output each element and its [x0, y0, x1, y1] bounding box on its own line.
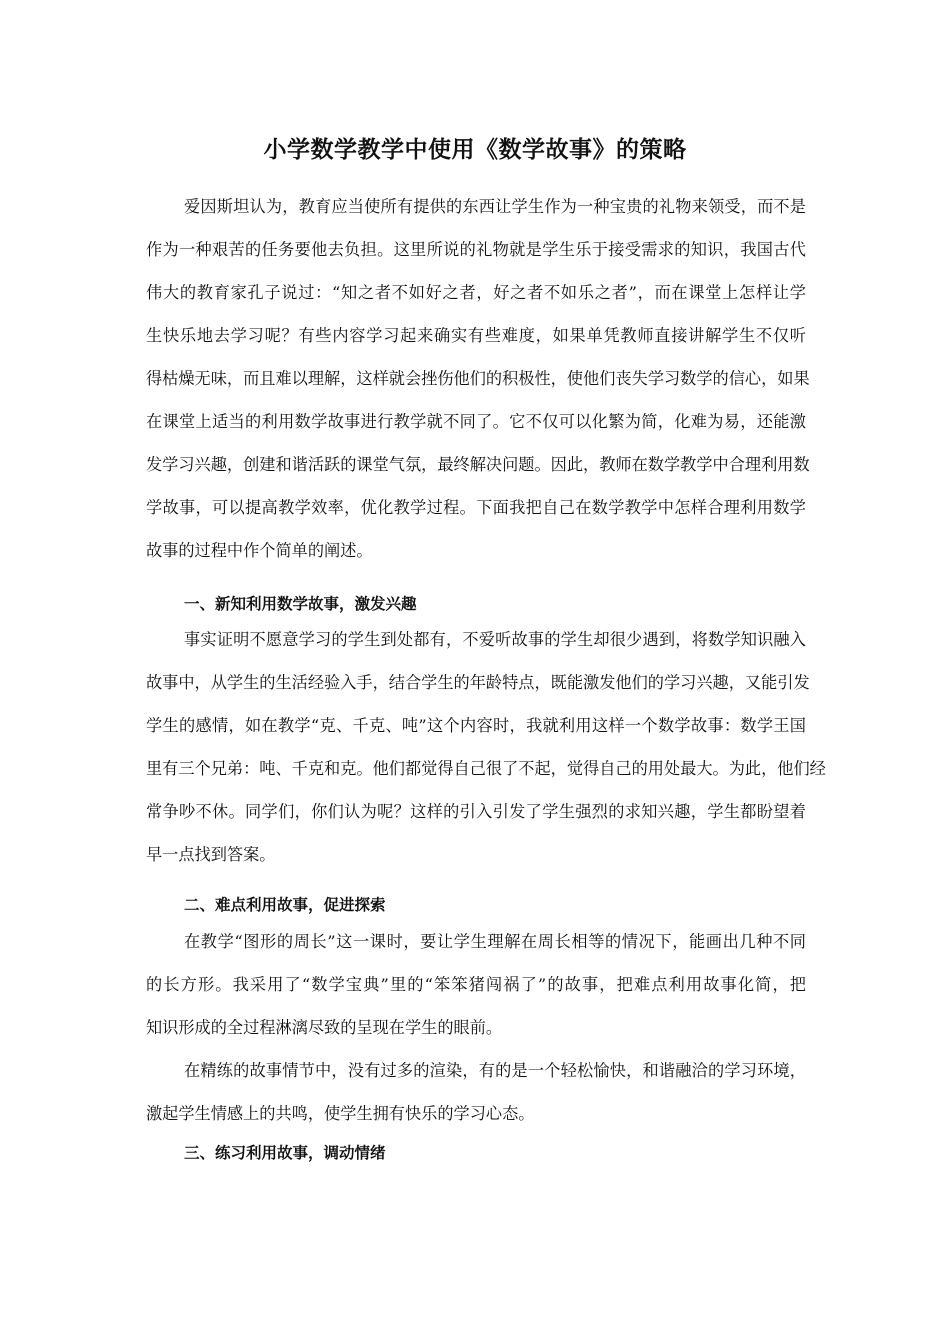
section-line: 常争吵不休。同学们，你们认为呢？这样的引入引发了学生强烈的求知兴趣，学生都盼望着 — [146, 802, 806, 821]
intro-line: 爱因斯坦认为，教育应当使所有提供的东西让学生作为一种宝贵的礼物来领受，而不是 — [184, 197, 806, 216]
section-heading: 二、难点利用故事，促进探索 — [184, 896, 386, 914]
section-line: 里有三个兄弟：吨、千克和克。他们都觉得自己很了不起，觉得自己的用处最大。为此，他们经 — [146, 759, 826, 778]
section-line: 的长方形。我采用了“数学宝典”里的“笨笨猪闯祸了”的故事，把难点利用故事化简，把 — [146, 975, 806, 994]
section-line: 知识形成的全过程淋漓尽致的呈现在学生的眼前。 — [146, 1018, 503, 1037]
section-heading: 一、新知利用数学故事，激发兴趣 — [184, 595, 417, 613]
section-line: 早一点找到答案。 — [146, 845, 276, 864]
intro-line: 得枯燥无味，而且难以理解，这样就会挫伤他们的积极性，使他们丧失学习数学的信心，如果 — [146, 369, 810, 388]
section-line: 事实证明不愿意学习的学生到处都有，不爱听故事的学生却很少遇到，将数学知识融入 — [184, 630, 806, 649]
section-line: 故事中，从学生的生活经验入手，结合学生的年龄特点，既能激发他们的学习兴趣，又能引发 — [146, 673, 810, 692]
intro-line: 作为一种艰苦的任务要他去负担。这里所说的礼物就是学生乐于接受需求的知识，我国古代 — [146, 240, 806, 259]
intro-line: 故事的过程中作个简单的阐述。 — [146, 541, 373, 560]
intro-line: 在课堂上适当的利用数学故事进行教学就不同了。它不仅可以化繁为简，化难为易，还能激 — [146, 412, 806, 431]
intro-line: 发学习兴趣，创建和谐活跃的课堂气氛，最终解决问题。因此，教师在数学教学中合理利用数 — [146, 455, 810, 474]
section-line: 在教学“图形的周长”这一课时，要让学生理解在周长相等的情况下，能画出几种不同 — [184, 932, 806, 951]
document-title: 小学数学教学中使用《数学故事》的策略 — [263, 137, 687, 163]
section-heading: 三、练习利用故事，调动情绪 — [184, 1144, 386, 1162]
intro-line: 伟大的教育家孔子说过：“知之者不如好之者，好之者不如乐之者”，而在课堂上怎样让学 — [146, 283, 806, 302]
section-line: 激起学生情感上的共鸣，使学生拥有快乐的学习心态。 — [146, 1104, 535, 1123]
section-line: 在精练的故事情节中，没有过多的渲染，有的是一个轻松愉快，和谐融洽的学习环境， — [184, 1061, 806, 1080]
intro-line: 生快乐地去学习呢？有些内容学习起来确实有些难度，如果单凭教师直接讲解学生不仅听 — [146, 326, 806, 345]
intro-line: 学故事，可以提高教学效率，优化教学过程。下面我把自己在数学教学中怎样合理利用数学 — [146, 498, 806, 517]
section-line: 学生的感情，如在教学“克、千克、吨”这个内容时，我就利用这样一个数学故事：数学王国 — [146, 716, 806, 735]
